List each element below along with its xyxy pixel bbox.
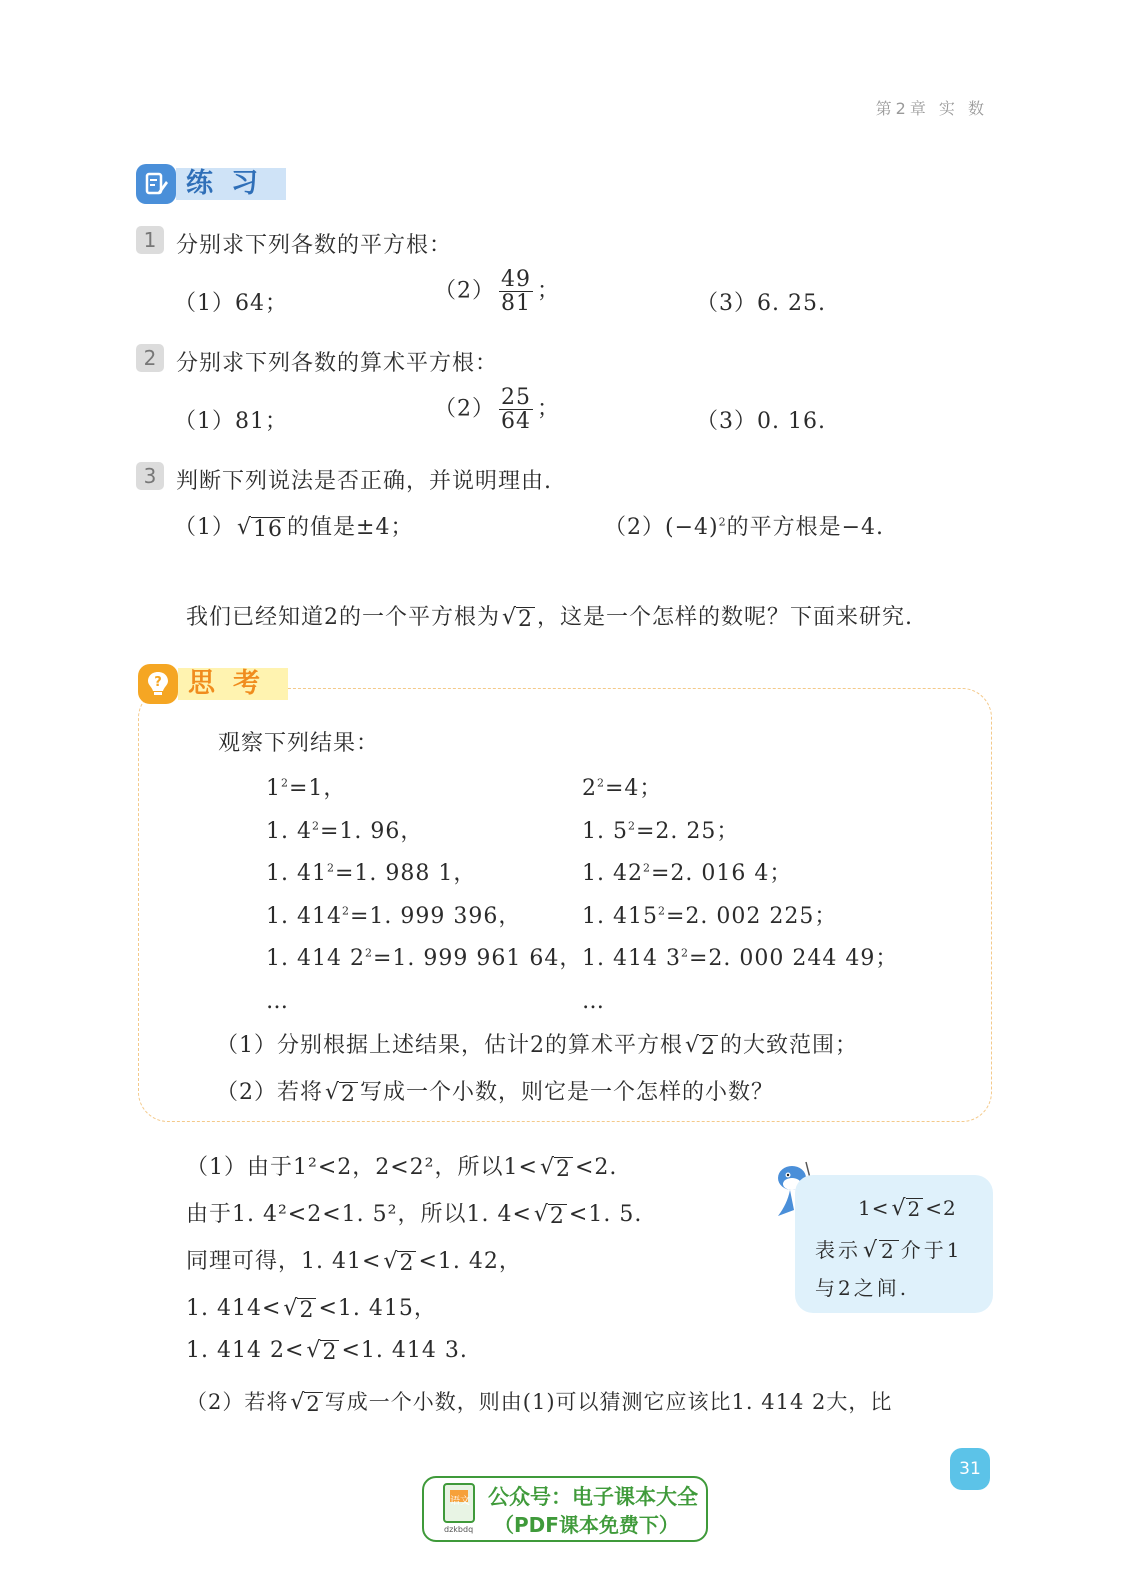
result-line: $2^2=4$； (582, 776, 663, 801)
sqrt-symbol: √ 2 (533, 1202, 565, 1229)
result-line: 1. $415^2=2$. 002 225； (582, 903, 838, 929)
sqrt-symbol: √ 2 (502, 605, 534, 632)
question-2-text: 分别求下列各数的算术平方根： (176, 351, 499, 376)
result-line: 1. $5^2=2$. 25； (582, 818, 740, 844)
sqrt-symbol: √ 2 (325, 1080, 357, 1107)
svg-text:?: ? (154, 675, 162, 690)
result-line: $1^2=1$， (266, 776, 347, 801)
sqrt-symbol: √ 2 (383, 1249, 415, 1276)
solution-line-1: （1）由于1²<2，2<2²，所以1< √ 2 <2. (186, 1155, 618, 1182)
question-number-1: 1 (136, 226, 164, 254)
chapter-header: 第2章 实 数 (875, 99, 988, 118)
pencil-note-icon (136, 164, 176, 204)
q1-item-a: （1）64； (174, 291, 288, 316)
think-banner (138, 668, 288, 700)
result-line: 1. $414^2=1$. 999 396， (266, 903, 522, 929)
solution-line-3: 同理可得，1. 41< √ 2 <1. 42， (186, 1249, 522, 1276)
q3-item-a: （1） √ 16 的值是±4； (174, 515, 414, 542)
q1-item-c: （3）6. 25. (696, 291, 826, 316)
result-line: … (582, 988, 605, 1014)
result-line: 1. $4^2=1$. 96， (266, 818, 424, 844)
q1-item-b: （2） $\frac{49}{81}$ ； (434, 267, 561, 317)
sqrt-symbol: √ 2 (685, 1033, 717, 1060)
lightbulb-question-icon (138, 664, 178, 704)
think-question-2: （2）若将 √ 2 写成一个小数，则它是一个怎样的小数？ (216, 1080, 775, 1107)
solution-line-6: （2）若将 √ 2 写成一个小数，则由(1)可以猜测它应该比1. 414 2大，比 (186, 1390, 893, 1416)
question-number-3: 3 (136, 462, 164, 490)
think-title: 思考 (178, 668, 288, 700)
practice-banner (136, 168, 286, 200)
solution-line-4: 1. 414< √ 2 <1. 415， (186, 1296, 437, 1323)
think-question-1: （1）分别根据上述结果，估计2的算术平方根 √ 2 的大致范围； (216, 1033, 859, 1060)
solution-line-5: 1. 414 2< √ 2 <1. 414 3. (186, 1338, 468, 1365)
sqrt-symbol: √ 2 (283, 1296, 315, 1323)
result-line: 1. 414 $3^2=2$. 000 244 49； (582, 946, 899, 972)
question-number-2: 2 (136, 344, 164, 372)
footer-line-2: （PDF课本免费下） (494, 1513, 679, 1537)
result-line: 1. 414 $2^2=1$. 999 961 64， (266, 946, 583, 972)
tip-line-2: 表示 √ 2 介于1 (815, 1238, 963, 1263)
sqrt-symbol: √ 2 (863, 1238, 897, 1263)
fraction: $\frac{49}{81}$ (501, 267, 531, 317)
result-line: 1. $42^2=2$. 016 4； (582, 861, 793, 887)
question-1-text: 分别求下列各数的平方根： (176, 233, 453, 258)
q2-item-a: （1）81； (174, 409, 288, 434)
tip-line-3: 与2之间. (815, 1276, 910, 1300)
footer-line-1: 公众号：电子课本大全 (488, 1485, 698, 1509)
intro-paragraph: 我们已经知道2的一个平方根为 √ 2 ，这是一个怎样的数呢？下面来研究. (186, 605, 914, 632)
fraction: $\frac{25}{64}$ (501, 385, 531, 435)
results-right-column (582, 768, 898, 1024)
sqrt-symbol: √ 2 (891, 1196, 922, 1221)
observe-label: 观察下列结果： (218, 731, 380, 756)
sqrt-symbol: √ 16 (237, 515, 284, 542)
question-3-text: 判断下列说法是否正确，并说明理由. (176, 469, 552, 494)
book-icon-label: 语文 (450, 1496, 470, 1507)
page-number: 31 (950, 1448, 990, 1490)
sqrt-symbol: √ 2 (539, 1155, 571, 1182)
tip-line-1: 1< √ 2 <2 (858, 1196, 957, 1221)
q2-item-c: （3）0. 16. (696, 409, 826, 434)
results-left-column (266, 768, 582, 1024)
sqrt-symbol: √ 2 (290, 1390, 321, 1416)
solution-line-2: 由于1. 4²<2<1. 5²，所以1. 4< √ 2 <1. 5. (186, 1202, 643, 1229)
sqrt-symbol: √ 2 (306, 1338, 338, 1365)
practice-title: 练习 (176, 168, 286, 200)
book-icon-sub: dzkbdq (444, 1525, 474, 1534)
result-line: 1. $41^2=1$. 988 1， (266, 861, 477, 887)
q2-item-b: （2） $\frac{25}{64}$ ； (434, 385, 561, 435)
result-line: … (266, 988, 289, 1014)
q3-item-b: $(2)(-4)^2$的平方根是−4. (604, 515, 885, 540)
